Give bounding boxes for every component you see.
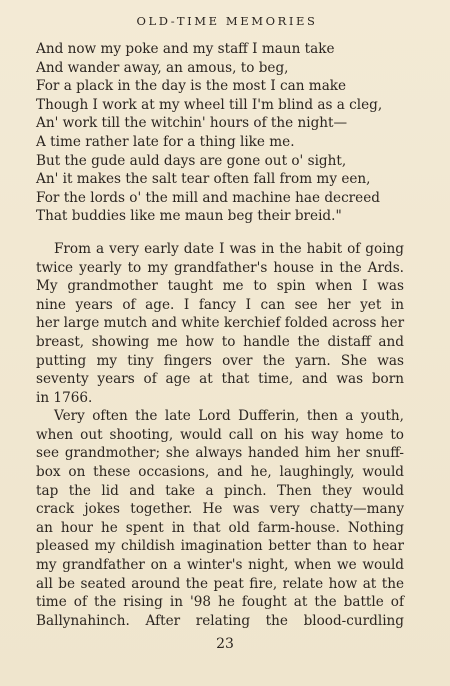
body-text xyxy=(36,240,404,630)
verse-line: That buddies like me maun beg their breid." xyxy=(36,208,342,225)
text-line: see grandmother; she always handed him her snuff- xyxy=(36,445,404,462)
text-line: an hour he spent in that old farm-house. Nothing xyxy=(36,519,404,536)
paragraph-grandmother xyxy=(36,240,404,407)
text-line: seventy years of age at that time, and was born xyxy=(36,371,404,388)
text-line: tap the lid and take a pinch. Then they would xyxy=(36,482,404,499)
text-line: putting my tiny fingers over the yarn. She was xyxy=(36,352,404,369)
verse-line: And now my poke and my staff I maun take xyxy=(36,41,335,57)
running-header: OLD-TIME MEMORIES xyxy=(136,14,318,28)
poem-stanza xyxy=(36,40,404,226)
text-line: twice yearly to my grandfather's house in the Ards. xyxy=(36,259,404,276)
text-line: my grandfather on a winter's night, when we would xyxy=(36,557,404,574)
text-line: all be seated around the peat fire, relate how at the xyxy=(36,575,404,592)
paragraph-lord-dufferin xyxy=(36,407,404,630)
text-line: From a very early date I was in the habit of going xyxy=(54,240,404,257)
verse-line: An' it makes the salt tear often fall from my een, xyxy=(36,171,371,188)
text-line: time of the rising in '98 he fought at the battle of xyxy=(36,594,404,611)
verse-line: A time rather late for a thing like me. xyxy=(36,133,295,150)
text-line: crack jokes together. He was very chatty—many xyxy=(36,501,404,518)
text-line: in 1766. xyxy=(36,389,93,406)
verse-line: And wander away, an amous, to beg, xyxy=(36,59,289,76)
verse-line: An' work till the witchin' hours of the night— xyxy=(36,115,348,132)
text-line: box on these occasions, and he, laughingly, would xyxy=(36,464,404,481)
text-line: when out shooting, would call on his way home to xyxy=(36,426,404,443)
text-line: her large mutch and white kerchief folded across her xyxy=(36,315,405,332)
text-line: Ballynahinch. After relating the blood-curdling xyxy=(36,612,404,629)
verse-line: For a plack in the day is the most I can make xyxy=(36,78,347,95)
text-line: My grandmother taught me to spin when I was xyxy=(36,278,404,295)
page-number: 23 xyxy=(216,636,234,652)
text-line: pleased my childish imagination better than to hear xyxy=(36,538,404,555)
text-line: breast, showing me how to handle the distaff and xyxy=(36,333,404,350)
verse-line: Though I work at my wheel till I'm blind as a cleg, xyxy=(36,96,383,113)
text-line: Very often the late Lord Dufferin, then a youth, xyxy=(54,408,404,425)
text-line: nine years of age. I fancy I can see her yet in xyxy=(36,296,404,313)
verse-line: But the gude auld days are gone out o' sight, xyxy=(36,152,347,169)
verse-line: For the lords o' the mill and machine hae decreed xyxy=(36,189,380,206)
